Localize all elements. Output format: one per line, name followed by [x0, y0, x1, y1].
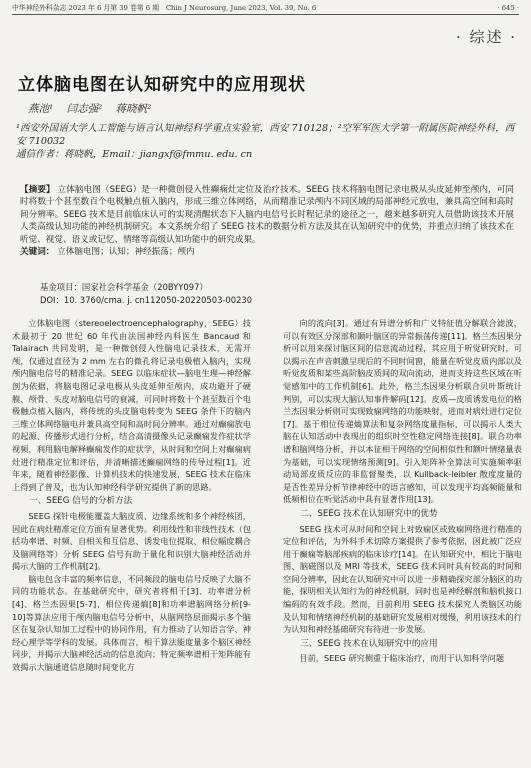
funding: 基金项目：国家社会科学基金（20BYY097）	[40, 282, 208, 292]
body-paragraph: SEEG 探针电极能覆盖大脑皮质、边缘系统和多个神经核团，因此在病灶精准定位方面有显著优势。利用线性和非线性技术（包括功率谱、时频、自相关和互信息、诱发电位提取、相位幅度耦合及脑网络等）分析 SEEG 信号有助于量化和识别大脑神经活动并揭示大脑的工作机制[2]。	[12, 510, 251, 572]
author-name: 燕池¹	[28, 103, 54, 115]
body-paragraph: 脑电包含丰富的频率信息，不同频段的脑电信号反映了大脑不同的功能状态。在基础研究中，研究者将相干[3]、功率谱分析[4]、格兰杰因果[5-7]、相位传递熵[8]和功率谱脑网络分析[9-10]等算法应用于颅内脑电信号分析中，从脑网络层面揭示多个脑区在复杂认知加工过程中的协同作用，有力推动了认知语言学、神经心理学等学科的发展。具体而言，相干算法能度量多个脑区神经同步，并揭示大脑神经活动的信息流向；特定频率谱相干矩阵能有效揭示大脑通道信息随时间变化方	[12, 573, 251, 673]
corresponding-author: 通信作者：蒋晓帆，Email：jiangxf@fmmu. edu. cn	[16, 149, 253, 160]
body-column-right	[283, 317, 522, 665]
body-column-left	[12, 317, 251, 674]
body-paragraph: SEEG 技术可从时间和空间上对致痫区或致痫网络进行精准的定位和评估，为外科手术切除方案提供了参考依据，因此被广泛应用于癫痫等脑部疾病的临床诊疗[14]。在认知研究中，相比于脑电图、脑磁图以及 MRI 等技术，SEEG 技术同时具有较高的时间和空间分辨率，因此在认知研究中可以进一步精确探究部分脑区的功能，探明相关认知行为的神经机制，同时也是神经解剖和脑机接口编码的有效手段。然而，目前利用 SEEG 技术探究人类脑区功能及认知和情绪神经机制的基础研究发展相对缓慢，利用该技术的行为认知和神经基础研究有待进一步发展。	[283, 523, 522, 635]
abstract-text: 立体脑电图（SEEG）是一种微创侵入性癫痫灶定位及治疗技术。SEEG 技术将脑电图记录电极从头皮延伸至颅内，可同时将数十个甚至数百个电极触点植入脑内，形成三维立体网络，从而精准记录颅内不同区域的局部神经元放电，兼具高空间和高时间分辨率。SEEG 技术是目前临床认可的实现清醒状态下人脑内电信号长时程记录的途径之一，越来越多研究人员借助该技术开展人类高级认知功能的神经机制研究。本文系统介绍了 SEEG 技术的数据分析方法及其在认知研究中的优势，并重点归纳了该技术在听觉、视觉、语义或记忆、情绪等高级认知功能中的研究成果。	[20, 185, 514, 245]
author-name: 闫志强²	[66, 103, 103, 115]
running-head	[12, 2, 519, 15]
page-number: · 645 ·	[497, 4, 519, 12]
author-list	[28, 101, 161, 116]
section-heading: 二、SEEG 技术在认知研究中的优势	[300, 508, 438, 519]
section-heading: 三、SEEG 技术在认知研究中的应用	[300, 638, 438, 649]
body-paragraph: 目前，SEEG 研究侧重于临床治疗，而用于认知科学问题	[299, 653, 505, 664]
keywords-label: 关键词：	[20, 247, 55, 258]
section-heading: 一、SEEG 信号的分析方法	[29, 496, 133, 507]
affiliation: ¹西安外国语大学人工智能与语言认知神经科学重点实验室，西安 710128；²空军军医大学第一附属医院神经外科，西安 710032	[16, 123, 515, 147]
author-name: 蒋晓帆²	[115, 103, 152, 115]
abstract-label: 【摘要】	[20, 185, 55, 195]
running-head-journal: 中华神经外科杂志 2023 年 6 月第 39 卷第 6 期 Chin J Neurosurg, June 2023, Vol. 39, No. 6	[12, 4, 317, 12]
keywords: 立体脑电图；认知；神经振荡；颅内	[57, 247, 195, 258]
body-paragraph: 向的流向[3]。通过有异谱分析和广义特征值分解联合滤波，可以有效区分深部和颞叶脑区的异常振荡传递[11]。格兰杰因果分析可以用来探讨脑区间的信息流动过程，其应用于听觉研究时，可以揭示在声音刺激呈现后的不同时间窗，能量在听觉皮质内部以及听觉皮质和某些高阶脑皮质间的双向流动，进而支持这些区域在听觉感知中的工作机制[6]。此外，格兰杰因果分析联合贝叶斯统计判别，可以实现大脑认知事件解码[12]。皮质—皮质诱发电位的格兰杰因果分析则可实现致痫网络的功能映射，进而对病灶进行定位[7]。基于相位传递熵算法和复杂网络度量指标，可以揭示人类大脑在认知活动中表现出的组织时空性稳定网络连接[8]。联合功率谱和脑网络分析，并以本征相干网络的空间相似性和额叶情绪量表为基础，可以实现情绪预测[9]。引入矩阵补全算法可实施频率驱动局部皮质反应的非监督聚类，以 Kullback-leibler 散度度量的是否性差异分析节律神经中的语言感知，可以发现平均高频能量和低频相位在听觉活动中具有显著作用[13]。	[283, 318, 522, 505]
intro-paragraph: 立体脑电图（stereoelectroencephalography，SEEG）技术最初于 20 世纪 60 年代由法国神经内科医生 Bancaud 和 Talairach 共同发明，是一种微创侵入性脑电记录技术，无需开颅，仅通过直径为 2 mm 左右的微孔将记录电极植入脑内，实现颅内脑电信号的精准记录。SEEG 以临床症状—脑电生理—神经解剖为依据，将脑电图记录电极从头皮延伸至颅内，成功避开了硬膜、颅骨、头皮对脑电信号的衰减，可同时将数十个甚至数百个电极触点植入脑内，将传统的头皮脑电转变为 SEEG 条件下的脑内三维立体网络脑电并兼具高空间和高时间分辨率。通过对癫痫放电的起源、传播形式进行分析，结合高清摄像头记录癫痫发作症状学视频，利用脑电解释癫痫发作的症状学，从时间和空间上对癫痫病灶进行精准定位和评估，并清晰描述癫痫网络的传导过程[1]。近年来，随着神经影像、计算机技术的快速发展，SEEG 技术在临床上得到了普及，也为认知神经科学研究提供了新的思路。	[12, 318, 251, 492]
doi: DOI：10. 3760/cma. j. cn112050-20220503-00230	[40, 295, 253, 305]
abstract	[20, 184, 514, 258]
affiliation-block	[16, 122, 516, 161]
article-title: 立体脑电图在认知研究中的应用现状	[18, 75, 306, 95]
section-tag: · 综述 ·	[455, 28, 517, 46]
